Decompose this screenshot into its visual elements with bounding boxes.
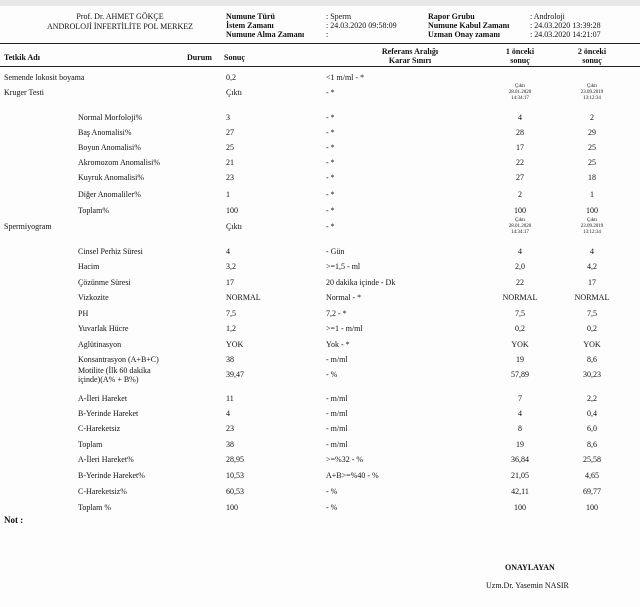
reference-range: >=%32 - % — [326, 455, 364, 464]
prev1-stamp: 14:34:17 — [511, 230, 529, 235]
accept-time-label: Numune Kabul Zamanı — [428, 21, 510, 30]
sample-type-label: Numune Türü — [226, 12, 275, 21]
center-name: ANDROLOJİ İNFERTİLİTE POL MERKEZ — [46, 22, 194, 31]
prev1-stamp: 28.01.2020 — [508, 90, 532, 95]
prev2-value: 100 — [586, 206, 598, 215]
prev2-value: 2,2 — [587, 394, 597, 403]
result-value: 23 — [226, 173, 234, 182]
result-value: 3 — [226, 113, 230, 122]
prev1-value: 4 — [518, 247, 522, 256]
result-value: Çıktı — [226, 88, 243, 97]
prev2-value: 8,6 — [587, 440, 597, 449]
reference-range: - Gün — [326, 247, 345, 256]
prev1-value: 42,11 — [511, 487, 529, 496]
prev2-value: 0,2 — [587, 324, 597, 333]
test-name: Cinsel Perhiz Süresi — [78, 247, 143, 256]
result-value: 0,2 — [226, 73, 236, 82]
test-name: Yuvarlak Hücre — [78, 324, 129, 333]
prev1-value: 22 — [516, 158, 524, 167]
prev1-value: 28 — [516, 128, 524, 137]
reference-range: - m/ml — [326, 424, 348, 433]
reference-range: - % — [326, 487, 338, 496]
prev2-value: 2 — [590, 113, 594, 122]
sample-collect-value: : — [326, 30, 329, 39]
prev1-value: 36,84 — [511, 455, 529, 464]
prev2-value: 4,2 — [587, 262, 597, 271]
request-time-label: İstem Zamanı — [226, 21, 274, 30]
result-value: 38 — [226, 355, 234, 364]
reference-range: - * — [326, 222, 335, 231]
test-name: Konsantrasyon (A+B+C) — [78, 355, 159, 364]
prev2-value: YOK — [583, 340, 601, 349]
approve-time-label: Uzman Onay zamanı — [428, 30, 500, 39]
result-value: 28,95 — [226, 455, 244, 464]
prev1-value: 17 — [516, 143, 524, 152]
prev1-value: 8 — [518, 424, 522, 433]
prev1-value: 100 — [514, 206, 526, 215]
test-name: C-Hareketsiz% — [78, 487, 127, 496]
test-name: A-İleri Hareket — [78, 394, 128, 403]
reference-range: - * — [326, 128, 335, 137]
test-name: Motilite (İlk 60 dakika — [78, 366, 151, 375]
result-value: 27 — [226, 128, 234, 137]
prev1-stamp: 28.01.2020 — [508, 224, 532, 229]
prev1-stamp: 14:34:17 — [511, 96, 529, 101]
prev2-stamp: 13:12:34 — [583, 230, 601, 235]
reference-range: >=1,5 - ml — [326, 262, 361, 271]
prev2-value: 1 — [590, 190, 594, 199]
test-name: Vizkozite — [78, 293, 109, 302]
test-name: Spermiyogram — [4, 222, 52, 231]
prev2-value: 6,0 — [587, 424, 597, 433]
result-value: 38 — [226, 440, 234, 449]
header-divider-bottom — [0, 66, 640, 67]
col-test-name: Tetkik Adı — [4, 53, 40, 62]
col-status: Durum — [187, 53, 212, 62]
prev1-stamp: Çıktı — [514, 84, 525, 89]
col-ref-range-2: Karar Sınırı — [388, 56, 432, 65]
prev1-value: 4 — [518, 409, 522, 418]
reference-range: - m/ml — [326, 394, 348, 403]
test-name: Çözünme Süresi — [78, 278, 131, 287]
reference-range: Yok - * — [326, 340, 350, 349]
prev1-value: 4 — [518, 113, 522, 122]
test-name: Normal Morfoloji% — [78, 113, 143, 122]
prev1-value: YOK — [511, 340, 529, 349]
prev2-stamp: Çıktı — [586, 84, 597, 89]
result-value: 1 — [226, 190, 230, 199]
test-name: B-Yerinde Hareket% — [78, 471, 145, 480]
reference-range: Normal - * — [326, 293, 362, 302]
test-name: Toplam % — [78, 503, 111, 512]
result-value: 100 — [226, 503, 238, 512]
prev1-value: 7 — [518, 394, 522, 403]
prev2-value: 29 — [588, 128, 596, 137]
test-name: PH — [78, 309, 89, 318]
sample-collect-label: Numune Alma Zamanı — [226, 30, 305, 39]
prev2-value: 30,23 — [583, 370, 601, 379]
result-value: 25 — [226, 143, 234, 152]
result-value: YOK — [226, 340, 244, 349]
prev1-value: 22 — [516, 278, 524, 287]
reference-range: - m/ml — [326, 409, 348, 418]
prev1-value: 57,89 — [511, 370, 529, 379]
reference-range: - * — [326, 88, 335, 97]
prev2-value: 8,6 — [587, 355, 597, 364]
reference-range: - % — [326, 370, 338, 379]
test-name: Diğer Anomaliler% — [78, 190, 141, 199]
report-group-value: : Androloji — [530, 12, 565, 21]
reference-range: - * — [326, 113, 335, 122]
reference-range: <1 m/ml - * — [326, 73, 365, 82]
result-value: 39,47 — [226, 370, 244, 379]
result-value: 1,2 — [226, 324, 236, 333]
reference-range: - m/ml — [326, 355, 348, 364]
approve-time-value: : 24.03.2020 14:21:07 — [530, 30, 601, 39]
prev1-value: 19 — [516, 440, 524, 449]
test-name: Toplam% — [78, 206, 109, 215]
result-value: 3,2 — [226, 262, 236, 271]
test-name: Kuyruk Anomalisi% — [78, 173, 144, 182]
test-name: Kruger Testi — [4, 88, 44, 97]
result-value: 11 — [226, 394, 234, 403]
result-value: 23 — [226, 424, 234, 433]
col-prev1-1: 1 önceki — [505, 47, 535, 56]
prev2-value: 25 — [588, 143, 596, 152]
test-name: Baş Anomalisi% — [78, 128, 132, 137]
prev2-value: 7,5 — [587, 309, 597, 318]
result-value: 10,53 — [226, 471, 244, 480]
test-name: C-Hareketsiz — [78, 424, 121, 433]
test-name: Toplam — [78, 440, 103, 449]
prev1-value: 2 — [518, 190, 522, 199]
result-value: 21 — [226, 158, 234, 167]
prev2-value: 69,77 — [583, 487, 601, 496]
reference-range: - * — [326, 190, 335, 199]
prev2-value: 17 — [588, 278, 596, 287]
prev2-value: 100 — [586, 503, 598, 512]
result-value: NORMAL — [226, 293, 261, 302]
prev1-value: 19 — [516, 355, 524, 364]
prev2-stamp: 23.09.2019 — [580, 90, 604, 95]
test-name: B-Yerinde Hareket — [78, 409, 139, 418]
result-value: 4 — [226, 247, 230, 256]
prev1-value: 100 — [514, 503, 526, 512]
test-name-cont: içinde)(A% + B%) — [78, 375, 139, 384]
test-name: Semende lokosit boyama — [4, 73, 85, 82]
prev2-stamp: 13:12:34 — [583, 96, 601, 101]
reference-range: - * — [326, 143, 335, 152]
approved-label: ONAYLAYAN — [505, 563, 555, 572]
col-prev2-2: sonuç — [582, 56, 602, 65]
report-group-label: Rapor Grubu — [428, 12, 475, 21]
reference-range: >=1 - m/ml — [326, 324, 363, 333]
prev2-value: 4,65 — [585, 471, 599, 480]
prev1-value: 0,2 — [515, 324, 525, 333]
prev2-value: 18 — [588, 173, 596, 182]
result-value: Çıktı — [226, 222, 243, 231]
test-name: A-İleri Hareket% — [78, 455, 134, 464]
prev2-value: 25,58 — [583, 455, 601, 464]
prev2-stamp: Çıktı — [586, 218, 597, 223]
reference-range: A+B>=%40 - % — [326, 471, 379, 480]
test-name: Hacim — [78, 262, 100, 271]
reference-range: - * — [326, 173, 335, 182]
result-value: 60,53 — [226, 487, 244, 496]
reference-range: - * — [326, 158, 335, 167]
request-time-value: : 24.03.2020 09:58:09 — [326, 21, 397, 30]
reference-range: - m/ml — [326, 440, 348, 449]
header-divider-top — [0, 43, 640, 44]
prev2-value: 0,4 — [587, 409, 597, 418]
prev1-stamp: Çıktı — [514, 218, 525, 223]
test-name: Aglütinasyon — [78, 340, 122, 349]
prev1-value: 2,0 — [515, 262, 525, 271]
reference-range: - * — [326, 206, 335, 215]
reference-range: - % — [326, 503, 338, 512]
sample-type-value: : Sperm — [326, 12, 352, 21]
top-strip — [0, 0, 640, 6]
col-prev2-1: 2 önceki — [577, 47, 607, 56]
prev2-value: 25 — [588, 158, 596, 167]
result-value: 100 — [226, 206, 238, 215]
reference-range: 20 dakika içinde - Dk — [326, 278, 396, 287]
prev1-value: 27 — [516, 173, 524, 182]
prev1-value: NORMAL — [502, 293, 538, 302]
result-value: 4 — [226, 409, 230, 418]
col-prev1-2: sonuç — [510, 56, 530, 65]
prev2-value: 4 — [590, 247, 594, 256]
result-value: 17 — [226, 278, 234, 287]
accept-time-value: : 24.03.2020 13:39:28 — [530, 21, 601, 30]
prev2-value: NORMAL — [574, 293, 610, 302]
approver-name: Uzm.Dr. Yasemin NASIR — [486, 581, 569, 590]
note-label: Not : — [4, 515, 24, 525]
reference-range: 7,2 - * — [326, 309, 347, 318]
prev2-stamp: 23.09.2019 — [580, 224, 604, 229]
col-ref-range-1: Referans Aralığı — [381, 47, 439, 56]
col-result: Sonuç — [224, 53, 245, 62]
prev1-value: 21,05 — [511, 471, 529, 480]
test-name: Boyun Anomalisi% — [78, 143, 141, 152]
doctor-name: Prof. Dr. AHMET GÖKÇE — [76, 12, 164, 21]
result-value: 7,5 — [226, 309, 236, 318]
prev1-value: 7,5 — [515, 309, 525, 318]
test-name: Akromozom Anomalisi% — [78, 158, 160, 167]
